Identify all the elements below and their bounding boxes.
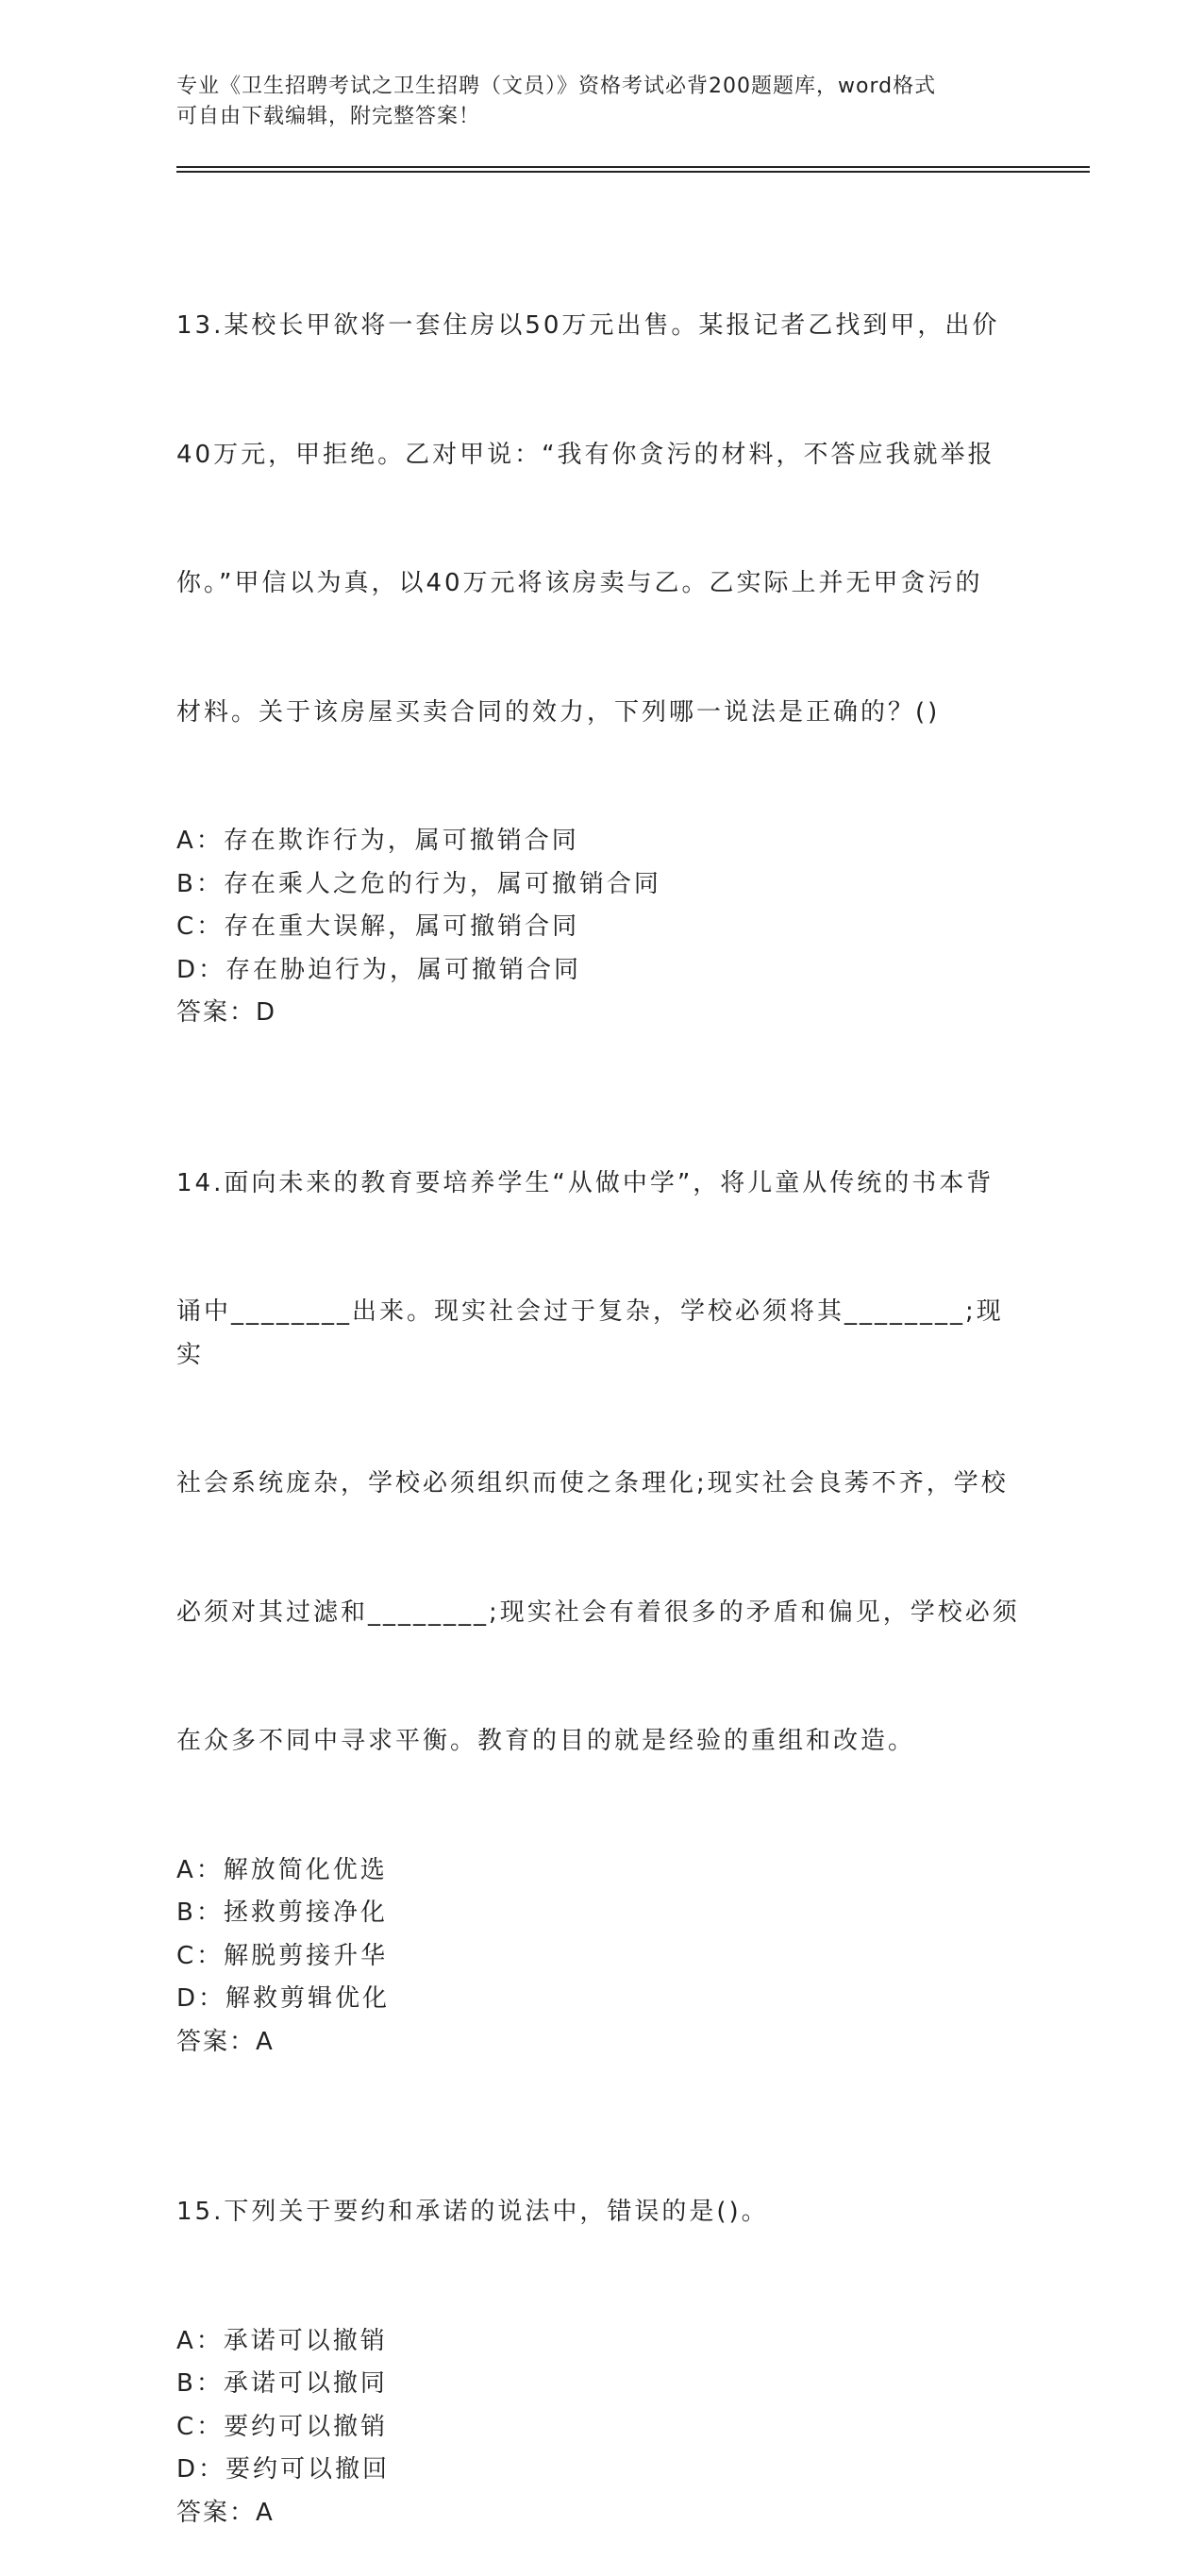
question-15 [176,2105,1026,2534]
answer-line [176,2492,1026,2535]
question-line: 40万元，甲拒绝。乙对甲说：“我有你贪污的材料，不答应我就举报 [176,440,995,469]
question-list [176,219,1026,2576]
option-b: B：承诺可以撤同 [176,2369,388,2398]
question-line: 材料。关于该房屋买卖合同的效力，下列哪一说法是正确的？() [176,697,941,727]
question-line: 必须对其过滤和________;现实社会有着很多的矛盾和偏见，学校必须 [176,1597,1020,1627]
question-line: 14.面向未来的教育要培养学生“从做中学”，将儿童从传统的书本背 [176,1168,994,1197]
option-c: C：要约可以撤销 [176,2412,389,2441]
option-c: C：解脱剪接升华 [176,1941,389,1970]
answer-label: 答案： [176,2498,257,2527]
header-divider-bottom [176,171,1090,173]
option-b: B：存在乘人之危的行为，属可撤销合同 [176,869,661,898]
option-d: D：存在胁迫行为，属可撤销合同 [176,955,582,984]
answer-value: A [256,2498,274,2527]
header-title-line-1: 专业《卫生招聘考试之卫生招聘（文员）》资格考试必背200题题库，word格式 [176,75,937,98]
question-text [176,1077,1026,1849]
question-text [176,219,1026,820]
option-d: D：解救剪辑优化 [176,1984,391,2013]
question-line: 社会系统庞杂，学校必须组织而使之条理化;现实社会良莠不齐，学校 [176,1469,1009,1497]
question-line: 在众多不同中寻求平衡。教育的目的就是经验的重组和改造。 [176,1727,916,1755]
option-a: A：承诺可以撤销 [176,2326,388,2355]
answer-label: 答案： [176,998,257,1027]
option-b: B：拯救剪接净化 [176,1899,388,1927]
option-c: C：存在重大误解，属可撤销合同 [176,912,580,941]
header-title-line-2: 可自由下载编辑，附完整答案！ [176,105,481,128]
question-13 [176,219,1026,1035]
question-line: 你。”甲信以为真，以40万元将该房卖与乙。乙实际上并无甲贪污的 [176,569,983,597]
answer-line [176,992,1026,1035]
question-line: 13.某校长甲欲将一套住房以50万元出售。某报记者乙找到甲，出价 [176,311,1000,340]
option-a: A：存在欺诈行为，属可撤销合同 [176,827,579,855]
answer-value: D [256,998,276,1027]
answer-line [176,2021,1026,2065]
question-14 [176,1077,1026,2065]
answer-value: A [256,2027,274,2056]
option-a: A：解放简化优选 [176,1855,388,1884]
header-divider-top [176,166,1090,168]
answer-label: 答案： [176,2027,257,2056]
question-line: 15.下列关于要约和承诺的说法中，错误的是()。 [176,2198,769,2226]
question-text [176,2105,1026,2320]
option-d: D：要约可以撤回 [176,2455,391,2484]
question-line: 诵中________出来。现实社会过于复杂，学校必须将其________;现实 [176,1297,1004,1369]
document-header [176,72,1026,132]
